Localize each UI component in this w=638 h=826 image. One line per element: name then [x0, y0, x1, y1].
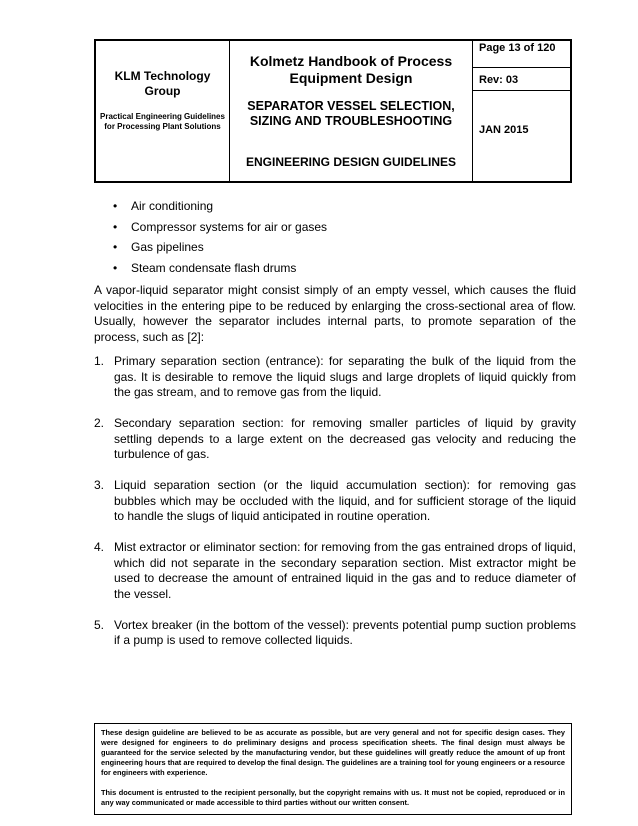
- handbook-title: Kolmetz Handbook of Process Equipment Design: [249, 53, 453, 86]
- copyright-text: This document is entrusted to the recipient personally, but the copyright remains with us. It must not be copied, reproduced or in any way communicated or made accessible to third parties without our written consent.: [101, 788, 565, 807]
- section-text: Secondary separation section: for removing smaller particles of liquid by gravity settling depends to a large extent on the decreased gas velocity and reducing the turbulence of gas.: [114, 416, 576, 461]
- bullet-text: Air conditioning: [131, 199, 214, 213]
- revision-cell: [473, 67, 570, 91]
- section-item: [94, 478, 576, 525]
- section-text: Primary separation section (entrance): for separating the bulk of the liquid from the gas. It is desirable to remove the liquid slugs and large droplets of liquid quickly from the gas stream, and to remove gas from the liquid.: [114, 354, 576, 399]
- document-title: SEPARATOR VESSEL SELECTION, SIZING AND TROUBLESHOOTING: [247, 99, 455, 128]
- intro-paragraph: A vapor-liquid separator might consist simply of an empty vessel, which causes the fluid velocities in the entering pipe to be reduced by enlarging the cross-sectional area of flow. Usually, however the separator includes internal parts, to promote separation of the process, such as [2]:: [94, 283, 576, 344]
- section-item: [94, 354, 576, 401]
- meta-cell: [473, 41, 570, 181]
- section-text: Mist extractor or eliminator section: for removing from the gas entrained drops of liquid, which did not separate in the secondary separation section. Mist extractor might be used to decrease the amount of entrained liquid in the gas and to reduce diameter of the vessel.: [114, 540, 576, 601]
- bullet-text: Compressor systems for air or gases: [131, 219, 328, 234]
- bullet-item: [113, 261, 327, 282]
- section-number: 5.: [94, 617, 105, 632]
- bullet-item: [113, 199, 327, 220]
- section-item: [94, 618, 576, 649]
- organization-tagline: Practical Engineering Guidelines for Processing Plant Solutions: [100, 112, 225, 131]
- application-bullet-list: [113, 199, 327, 281]
- bullet-item: [113, 240, 327, 261]
- page-number: Page 13 of 120: [479, 42, 556, 54]
- issue-date: JAN 2015: [479, 124, 529, 136]
- bullet-icon: •: [113, 219, 118, 234]
- section-number: 4.: [94, 540, 105, 554]
- section-number: 1.: [94, 354, 105, 368]
- document-header: [94, 39, 572, 183]
- organization-name: KLM Technology Group: [114, 69, 211, 98]
- bullet-icon: •: [113, 240, 118, 254]
- bullet-text: Steam condensate flash drums: [131, 260, 297, 275]
- page-number-cell: [473, 41, 570, 68]
- section-text: Liquid separation section (or the liquid accumulation section): for removing gas bubbles which may be occluded with the liquid, and for sufficient storage of the liquid to handle the slugs of liquid anticipated in routine operation.: [114, 478, 576, 523]
- section-number: 3.: [94, 478, 105, 492]
- guidelines-label: ENGINEERING DESIGN GUIDELINES: [245, 155, 457, 169]
- bullet-text: Gas pipelines: [131, 240, 204, 254]
- disclaimer-text: These design guideline are believed to be as accurate as possible, but are very general and not for specific design cases. They were designed for engineers to do preliminary designs and process specification sheets. The final design must always be guaranteed for the service selected by the manufacturing vendor, but these guidelines will greatly reduce the amount of up front engineering hours that are required to develop the final design. The guidelines are a training tool for young engineers or a resource for engineers with experience.: [101, 728, 565, 777]
- section-item: [94, 540, 576, 602]
- section-item: [94, 416, 576, 463]
- title-cell: [230, 41, 473, 181]
- organization-cell: [96, 41, 230, 181]
- footer-disclaimer-box: [94, 723, 572, 815]
- bullet-item: [113, 220, 327, 241]
- section-text: Vortex breaker (in the bottom of the vessel): prevents potential pump suction problems if a pump is used to remove collected liquids.: [114, 617, 576, 647]
- bullet-icon: •: [113, 260, 118, 275]
- separator-sections-list: [94, 354, 576, 664]
- revision: Rev: 03: [479, 74, 519, 86]
- section-number: 2.: [94, 416, 105, 430]
- bullet-icon: •: [113, 199, 118, 213]
